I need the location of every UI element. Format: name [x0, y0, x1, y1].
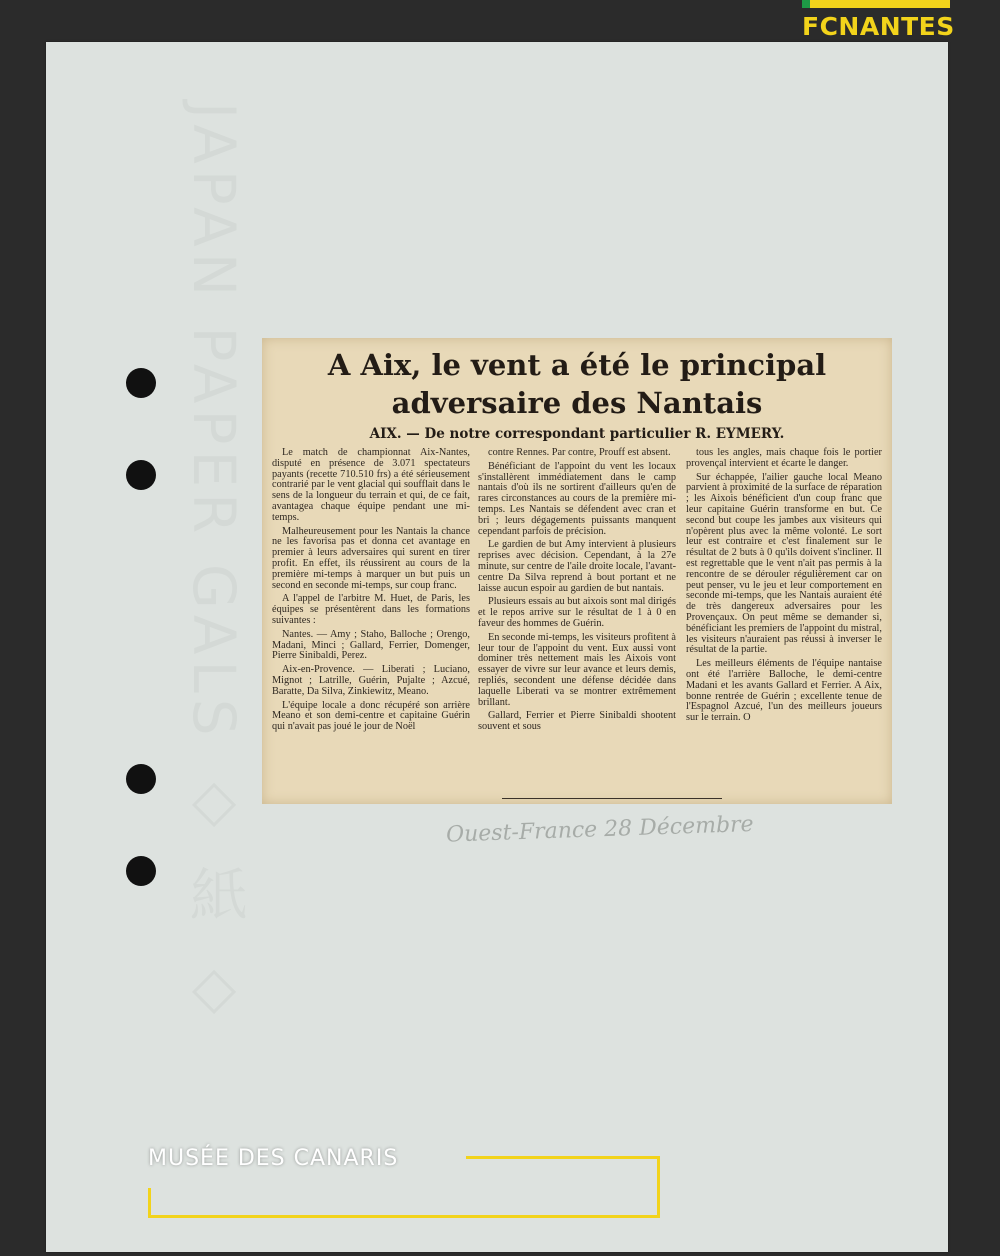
- newspaper-clipping: [262, 338, 892, 804]
- byline: AIX. — De notre correspondant particulier R. EYMERY.: [369, 426, 785, 442]
- paragraph: Aix-en-Provence. — Liberati ; Luciano, Mignot ; Latrille, Guérin, Pujalte ; Azcué, Baratte, Da Silva, Zinkiewitz, Meano.: [272, 664, 470, 697]
- paragraph: Bénéficiant de l'appoint du vent les locaux s'installèrent immédiatement dans le camp nantais d'où ils ne sortirent d'ailleurs qu'en de rares circonstances au cours de la première mi-temps. Les Nantais se défendent avec cran et bri ; leurs dégagements puissants manquent cependant parfois de précision.: [478, 460, 676, 537]
- paragraph: Le match de championnat Aix-Nantes, disputé en présence de 3.071 spectateurs payants (recette 710.510 frs) a été sérieusement contrarié par le vent glacial qui soufflait dans le sens de la longueur du terrain et qui, de ce fait, avantagea chaque équipe pendant une mi-temps.: [272, 447, 470, 523]
- paragraph: Les meilleurs éléments de l'équipe nantaise ont été l'arrière Balloche, le demi-centre Madani et les avants Gallard et Ferrier. A Aix, bonne rentrée de Guérin ; excellente tenue de l'Espagnol Azcué, l'un des meilleurs joueurs sur le terrain. O: [686, 658, 882, 724]
- paragraph: A l'appel de l'arbitre M. Huet, de Paris, les équipes se présentèrent dans les formations suivantes :: [272, 593, 470, 626]
- paragraph: contre Rennes. Par contre, Prouff est absent.: [488, 447, 671, 458]
- paragraph: tous les angles, mais chaque fois le portier provençal intervient et écarte le danger.: [686, 447, 882, 469]
- brand-bar-green: [802, 0, 810, 8]
- headline-line-2: adversaire des Nantais: [391, 386, 763, 420]
- paragraph: L'équipe locale a donc récupéré son arrière Meano et son demi-centre et capitaine Guérin qui n'avait pas joué le jour de Noël: [272, 699, 470, 733]
- footer-label: MUSÉE DES CANARIS: [148, 1146, 399, 1171]
- paragraph: Le gardien de but Amy intervient à plusieurs reprises avec décision. Cependant, à la 27e minute, sur centre de l'aile droite locale, l'avant-centre Da Silva reprend à bout portant et ne laisse aucun espoir au gardien de but nantais.: [478, 539, 676, 594]
- column-rule: [502, 798, 722, 799]
- binder-hole: [126, 368, 156, 398]
- binder-hole: [126, 764, 156, 794]
- paragraph: Plusieurs essais au but aixois sont mal dirigés et le repos arrive sur le résultat de 1 à 0 en faveur des hommes de Guérin.: [478, 596, 676, 629]
- paragraph: Nantes. — Amy ; Staho, Balloche ; Orengo, Madani, Minci ; Gallard, Ferrier, Domenger, Pierre Sinibaldi, Perez.: [272, 628, 470, 662]
- binder-hole: [126, 856, 156, 886]
- headline-line-1: A Aix, le vent a été le principal: [327, 348, 827, 382]
- article-column-3: [686, 448, 882, 727]
- paragraph: Sur échappée, l'ailier gauche local Meano parvient à proximité de la surface de réparation ; les Aixois bénéficient d'un coup franc que leur capitaine Guérin transforme en but. Ce second but coupe les jambes aux visiteurs qui n'opèrent plus avec la même volonté. Le sort leur est contraire et c'est finalement sur le résultat de 2 buts à 0 qu'ils doivent s'incliner. Il est regrettable que le vent n'ait pas permis à la rencontre de se dérouler régulièrement car on peut penser, vu le jeu et leur comportement en seconde mi-temps, que les Nantais auraient été de très dangereux adversaires pour les Provençaux. On peut même se demander si, bénéficiant les premiers de l'appoint du mistral, les visiteurs n'auraient pas réussi à inverser le résultat de la partie.: [686, 471, 882, 656]
- paragraph: Gallard, Ferrier et Pierre Sinibaldi shootent souvent et sous: [478, 710, 676, 733]
- paper-watermark: JAPAN PAPER GALS ◇ 紙 ◇: [180, 102, 248, 1027]
- brand-bar-yellow: [810, 0, 950, 8]
- brand-logo: FCNANTES: [802, 12, 955, 41]
- handwritten-source-note: Ouest-France 28 Décembre: [445, 811, 755, 848]
- paragraph: Malheureusement pour les Nantais la chance ne les favorisa pas et donna cet avantage en premier à leurs adversaires qui surent en tirer profit. En effet, ils réussirent au cours de la première mi-temps à marquer un but puis un second en seconde mi-temps, sur coup franc.: [272, 525, 470, 591]
- article-column-2: [478, 448, 676, 736]
- article-column-1: [272, 448, 470, 736]
- headline: [262, 346, 892, 422]
- paragraph: En seconde mi-temps, les visiteurs profitent à leur tour de l'appoint du vent. Eux aussi vont dominer très nettement mais les Aixois vont essayer de vivre sur leur avance et leurs demis, repliés, secondent une défense décidée dans laquelle Liberati va se montrer extrêmement brillant.: [478, 631, 676, 708]
- binder-hole: [126, 460, 156, 490]
